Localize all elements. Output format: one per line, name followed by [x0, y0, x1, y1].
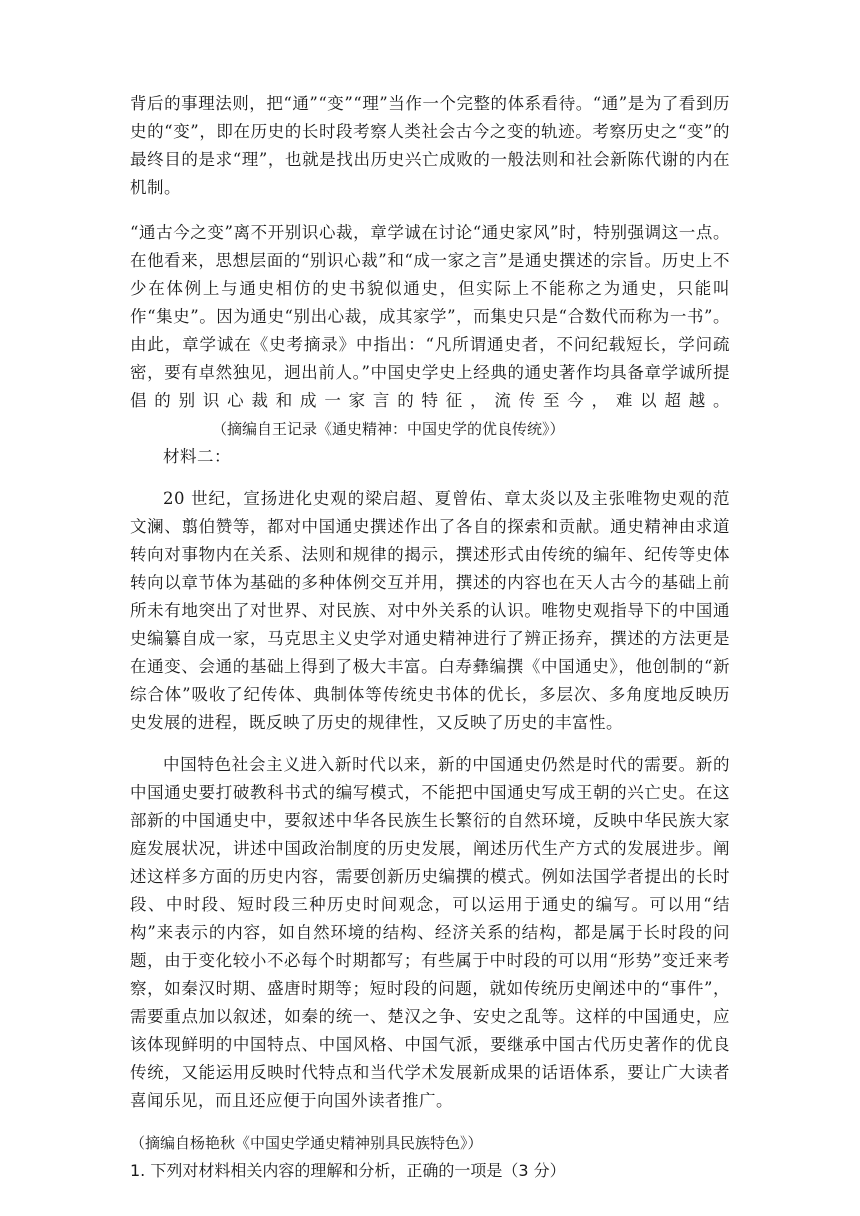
paragraph-continuation: 背后的事理法则，把“通”“变”“理”当作一个完整的体系看待。“通”是为了看到历史的“变”，即在历史的长时段考察人类社会古今之变的轨迹。考察历史之“变”的最终目的是求“理”，也就是找出历史兴亡成败的一般法则和社会新陈代谢的内在机制。	[130, 94, 730, 197]
paragraph-tonggu-text: “通古今之变”离不开别识心裁，章学诚在讨论“通史家风”时，特别强调这一点。在他看来，思想层面的“别识心裁”和“成一家之言”是通史撰述的宗旨。历史上不少在体例上与通史相仿的史书貌似通史，但实际上不能称之为通史，只能叫作“集史”。因为通史“别出心裁，成其家学”，而集史只是“合数代而称为一书”。由此，章学诚在《史考摘录》中指出：“凡所谓通史者，不问纪载短长，学问疏密，要有卓然独见，迥出前人。”中国史学史上经典的通史著作均具备章学诚所提倡的别识心裁和成一家言的特征，流传至今，难以超越。	[130, 223, 730, 410]
source-citation-2: （摘编自杨艳秋《中国史学通史精神别具民族特色》）	[130, 1134, 483, 1152]
document-page	[130, 90, 730, 1185]
question-1: 1. 下列对材料相关内容的理解和分析，正确的一项是（3 分）	[130, 1161, 566, 1180]
source-citation-1: （摘编自王记录《通史精神：中国史学的优良传统》）	[212, 420, 565, 438]
paragraph-new-era: 中国特色社会主义进入新时代以来，新的中国通史仍然是时代的需要。新的中国通史要打破教科书式的编写模式，不能把中国通史写成王朝的兴亡史。在这部新的中国通史中，要叙述中华各民族生长繁衍的自然环境，反映中华民族大家庭发展状况，讲述中国政治制度的历史发展，阐述历代生产方式的发展进步。阐述这样多方面的历史内容，需要创新历史编撰的模式。例如法国学者提出的长时段、中时段、短时段三种历史时间观念，可以运用于通史的编写。可以用“结构”来表示的内容，如自然环境的结构、经济关系的结构，都是属于长时段的问题，由于变化较小不必每个时期都写；有些属于中时段的可以用“形势”变迁来考察，如秦汉时期、盛唐时期等；短时段的问题，就如传统历史阐述中的“事件”，需要重点加以叙述，如秦的统一、楚汉之争、安史之乱等。这样的中国通史，应该体现鲜明的中国特点、中国风格、中国气派，要继承中国古代历史著作的优良传统，又能运用反映时代特点和当代学术发展新成果的话语体系，要让广大读者喜闻乐见，而且还应便于向国外读者推广。	[130, 755, 730, 1110]
paragraph-20th-century: 20 世纪，宣扬进化史观的梁启超、夏曾佑、章太炎以及主张唯物史观的范文澜、翦伯赞等，都对中国通史撰述作出了各自的探索和贡献。通史精神由求道转向对事物内在关系、法则和规律的揭示，撰述形式由传统的编年、纪传等史体转向以章节体为基础的多种体例交互并用，撰述的内容也在天人古今的基础上前所未有地突出了对世界、对民族、对中外关系的认识。唯物史观指导下的中国通史编纂自成一家，马克思主义史学对通史精神进行了辨正扬弃，撰述的方法更是在通变、会通的基础上得到了极大丰富。白寿彝编撰《中国通史》，他创制的“新综合体”吸收了纪传体、典制体等传统史书体的优长，多层次、多角度地反映历史发展的进程，既反映了历史的规律性，又反映了历史的丰富性。	[130, 489, 730, 732]
paragraph-tonggu	[130, 219, 730, 443]
material-two-heading: 材料二：	[163, 447, 231, 466]
